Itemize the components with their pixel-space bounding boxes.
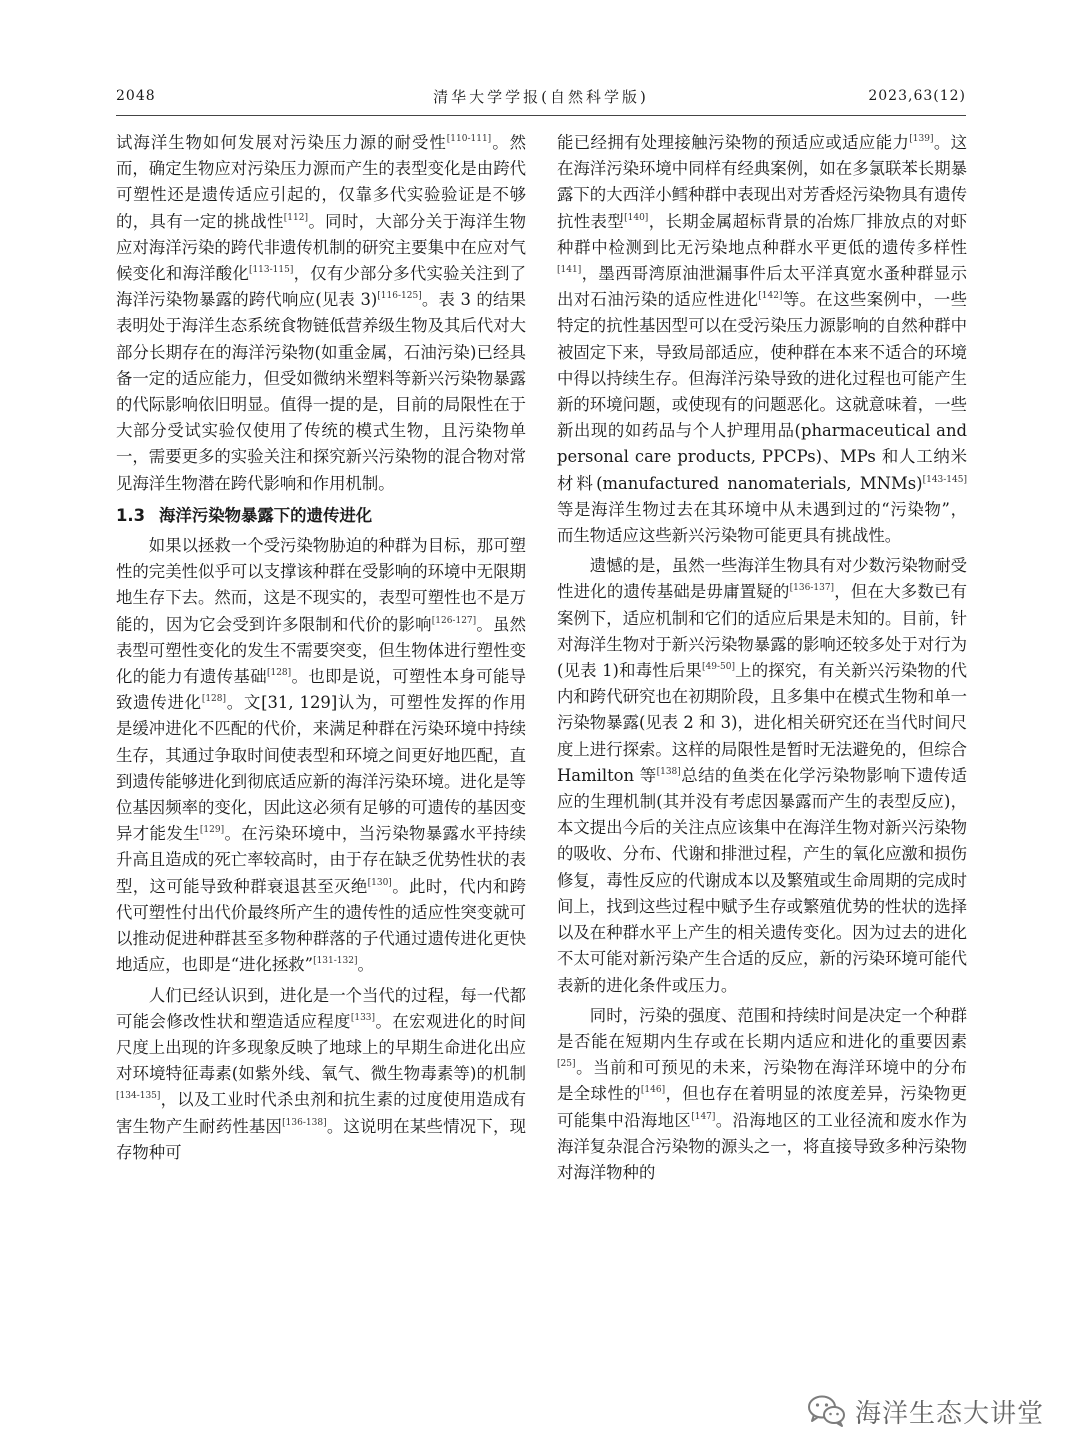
text-run: 如果以拯救一个受污染物胁迫的种群为目标，那可塑性的完美性似乎可以支撑该种群在受影响的环境中无限期地生存下去。然而，这是不现实的，表型可塑性也不是万能的，因为它会受到许多限制和代价的影响 <box>116 536 526 634</box>
citation: [134-135] <box>116 1091 161 1102</box>
section-heading <box>116 503 526 529</box>
text-run: 等是海洋生物过去在其环境中从未遇到过的“污染物”，而生物适应这些新兴污染物可能更具有挑战性。 <box>557 499 967 546</box>
paragraph <box>116 983 526 1166</box>
text-run: 等。在这些案例中，一些特定的抗性基因型可以在受污染压力源影响的自然种群中被固定下来，导致局部适应，使种群在本来不适合的环境中得以持续生存。但海洋污染导致的进化过程也可能产生新的环境问题，或使现有的问题恶化。这就意味着，一些新出现的如药品与个人护理用品(pharmaceutical and personal care products, PPCPs)、MPs 和人工纳米材料(manufactured nanomaterials, MNMs) <box>557 290 968 493</box>
text-run: 。当前和可预见的未来，污染物在海洋环境中的分布是全球性的 <box>557 1058 967 1104</box>
text-run: 。文[31, 129]认为，可塑性发挥的作用是缓冲进化不匹配的代价，来满足种群在污染环境中持续生存，其通过争取时间使表型和环境之间更好地匹配，直到遗传能够进化到彻底适应新的海洋污染环境。进化是等位基因频率的变化，因此这必须有足够的可遗传的基因变异才能发生 <box>116 693 526 844</box>
citation: [140] <box>624 212 649 223</box>
citation: [126-127] <box>431 615 477 626</box>
citation: [110-111] <box>446 134 492 144</box>
text-run: 。沿海地区的工业径流和废水作为海洋复杂混合污染物的源头之一，将直接导致多种污染物对海洋物种的 <box>557 1110 968 1182</box>
header-rule <box>116 115 966 116</box>
text-run: 。表 3 的结果表明处于海洋生态系统食物链低营养级生物及其后代对大部分长期存在的海洋污染物(如重金属，石油污染)已经具备一定的适应能力，但受如微纳米塑料等新兴污染物暴露的代际影响依旧明显。值得一提的是，目前的局限性在于大部分受试实验仅使用了传统的模式生物，且污染物单一，需要更多的实验关注和探究新兴污染物的混合物对常见海洋生物潜在跨代影响和作用机制。 <box>116 290 526 493</box>
watermark <box>807 1391 1044 1431</box>
text-run: 。此时，代内和跨代可塑性付出代价最终所产生的遗传性的适应性突变就可以推动促进种群甚至多物种群落的子代通过遗传进化更快地适应，也即是“进化拯救” <box>116 876 527 975</box>
citation: [141] <box>557 265 582 276</box>
paragraph-continued <box>116 130 526 497</box>
text-run: 。然而，确定生物应对污染压力源而产生的表型变化是由跨代可塑性还是遗传适应引起的，仅靠多代实验验证是不够的，具有一定的挑战性 <box>116 133 527 231</box>
right-column <box>557 130 967 1186</box>
text-run: 。虽然表型可塑性变化的发生不需要突变，但生物体进行塑性变化的能力有遗传基础 <box>116 614 527 687</box>
text-run: ，以及工业时代杀虫剂和抗生素的过度使用造成有害生物产生耐药性基因 <box>116 1090 526 1136</box>
text-run: ，长期金属超标背景的冶炼厂排放点的对虾种群中检测到比无污染地点种群水平更低的遗传多样性 <box>557 211 968 257</box>
watermark-text: 海洋生态大讲堂 <box>854 1398 1044 1429</box>
section-title: 海洋污染物暴露下的遗传进化 <box>159 505 373 525</box>
citation: [136-137] <box>789 583 835 594</box>
citation: [147] <box>691 1111 716 1122</box>
text-run: 。这在海洋污染环境中同样有经典案例，如在多氯联苯长期暴露下的大西洋小鳕种群中表现出对芳香烃污染物具有遗传抗性表型 <box>557 133 968 231</box>
citation: [133] <box>350 1012 376 1023</box>
section-number: 1.3 <box>116 505 146 525</box>
volume-issue: 2023,63(12) <box>868 88 966 104</box>
citation: [146] <box>640 1085 666 1096</box>
text-run: 上的探究，有关新兴污染物的代内和跨代研究也在初期阶段，且多集中在模式生物和单一污染物暴露(见表 2 和 3)，进化相关研究还在当代时间尺度上进行探索。这样的局限性是暂时无法避免的，但综合 Hamilton 等 <box>557 661 967 785</box>
citation: [129] <box>199 825 225 836</box>
left-column <box>116 130 526 1166</box>
text-run: ，但在大多数已有案例下，适应机制和它们的适应后果是未知的。目前，针对海洋生物对于新兴污染物暴露的影响还较多处于对行为(见表 1)和毒性后果 <box>557 582 967 681</box>
citation: [49-50] <box>702 662 735 673</box>
text-run: 。在污染环境中，当污染物暴露水平持续升高且造成的死亡率较高时，由于存在缺乏优势性状的表型，这可能导致种群衰退甚至灭绝 <box>116 824 527 896</box>
text-run: 。也即是说，可塑性本身可能导致遗传进化 <box>116 667 527 713</box>
citation: [25] <box>557 1059 576 1070</box>
page-number: 2048 <box>116 88 156 104</box>
text-run: 遗憾的是，虽然一些海洋生物具有对少数污染物耐受性进化的遗传基础是毋庸置疑的 <box>557 556 967 602</box>
citation: [130] <box>367 877 392 888</box>
text-run: 。在宏观进化的时间尺度上出现的许多现象反映了地球上的早期生命进化出应对环境特征毒素(如紫外线、氧气、微生物毒素等)的机制 <box>116 1011 527 1084</box>
paragraph <box>557 1003 967 1186</box>
citation: [112] <box>283 212 308 223</box>
citation: [131-132] <box>313 956 358 967</box>
citation: [113-115] <box>248 265 294 276</box>
text-run: 能已经拥有处理接触污染物的预适应或适应能力 <box>557 133 910 152</box>
paragraph-continued <box>557 130 967 549</box>
citation: [143-145] <box>922 474 967 485</box>
text-run: ，墨西哥湾原油泄漏事件后太平洋真宽水蚤种群显示出对石油污染的适应性进化 <box>557 264 967 310</box>
text-run: ，但也存在着明显的浓度差异，污染物更可能集中沿海地区 <box>557 1084 968 1130</box>
text-run: 总结的鱼类在化学污染物影响下遗传适应的生理机制(其并没有考虑因暴露而产生的表型反应)，本文提出今后的关注点应该集中在海洋生物对新兴污染物的吸收、分布、代谢和排泄过程，产生的氧化应激和损伤修复，毒性反应的代谢成本以及繁殖或生命周期的完成时间上，找到这些过程中赋予生存或繁殖优势的性状的选择以及在种群水平上产生的相关遗传变化。因为过去的进化不太可能对新污染产生合适的反应，新的污染环境可能代表新的进化条件或压力。 <box>557 765 967 995</box>
text-run: 同时，污染的强度、范围和持续时间是决定一个种群是否能在短期内生存或在长期内适应和进化的重要因素 <box>557 1005 967 1051</box>
wechat-icon <box>807 1394 847 1428</box>
text-run: ，仅有少部分多代实验关注到了海洋污染物暴露的跨代响应(见表 3) <box>116 264 526 310</box>
citation: [128] <box>201 694 227 705</box>
citation: [116-125] <box>377 291 422 302</box>
running-header <box>116 88 966 112</box>
citation: [128] <box>266 668 292 679</box>
paragraph <box>557 553 967 998</box>
journal-title: 清华大学学报(自然科学版) <box>433 88 649 106</box>
text-run: 人们已经认识到，进化是一个当代的过程，每一代都可能会修改性状和塑造适应程度 <box>116 985 526 1031</box>
text-run: 。同时，大部分关于海洋生物应对海洋污染的跨代非遗传机制的研究主要集中在应对气候变化和海洋酸化 <box>116 211 527 284</box>
text-run: 试海洋生物如何发展对污染压力源的耐受性 <box>116 133 447 152</box>
citation: [139] <box>909 134 934 144</box>
text-run: 。这说明在某些情况下，现存物种可 <box>116 1116 526 1162</box>
citation: [136-138] <box>282 1117 327 1128</box>
citation: [138] <box>656 766 681 777</box>
paragraph <box>116 533 526 978</box>
citation: [142] <box>758 291 783 302</box>
text-run: 。 <box>357 955 374 975</box>
